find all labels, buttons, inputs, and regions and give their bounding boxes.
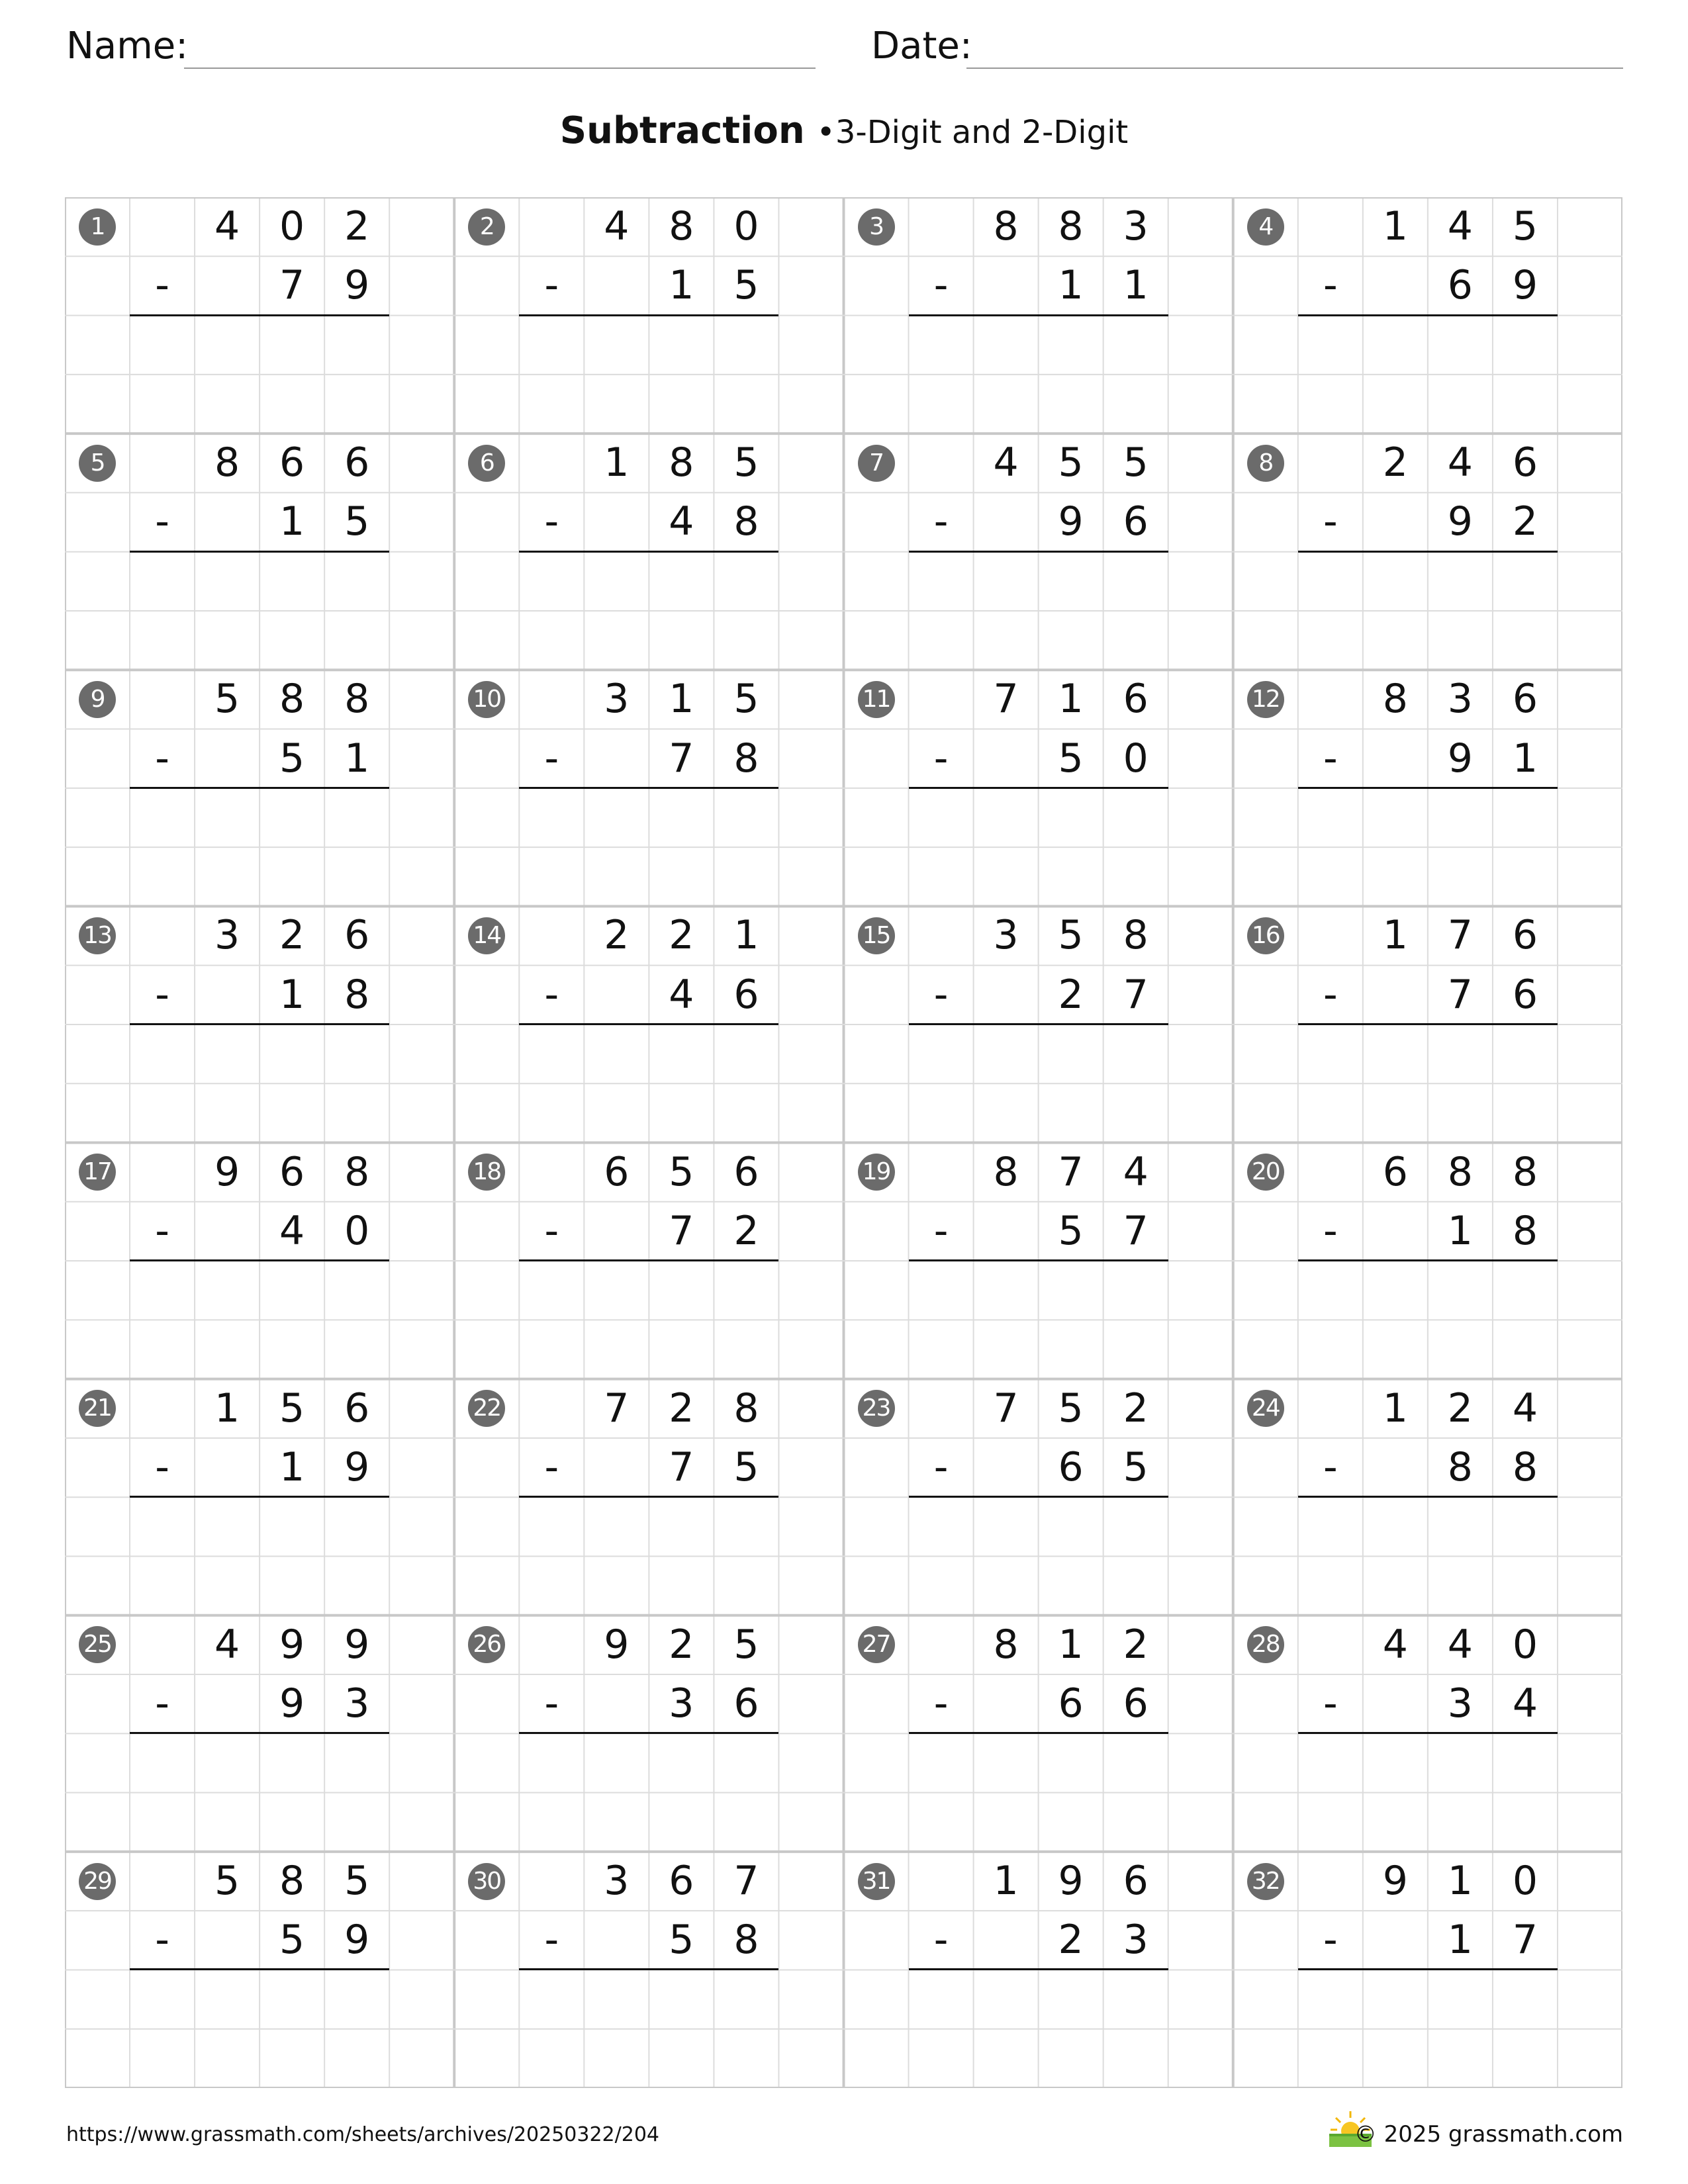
minuend-digit: 1 bbox=[1447, 1857, 1473, 1904]
problem-number-badge: 31 bbox=[858, 1863, 895, 1900]
problem-number-badge: 4 bbox=[1247, 208, 1284, 246]
answer-area[interactable] bbox=[519, 1970, 778, 2028]
subtrahend-digit: 7 bbox=[1123, 1207, 1149, 1254]
subtrahend-digit: 1 bbox=[1058, 262, 1084, 309]
problem-number-badge: 28 bbox=[1247, 1626, 1284, 1663]
minuend-digit: 0 bbox=[279, 203, 305, 250]
minus-sign: - bbox=[155, 735, 169, 782]
minuend-digit: 6 bbox=[344, 1385, 370, 1432]
minuend-digit: 4 bbox=[1447, 439, 1473, 486]
answer-area[interactable] bbox=[130, 1733, 389, 1792]
minuend-digit: 4 bbox=[214, 1621, 240, 1668]
subtrahend-digit: 6 bbox=[733, 971, 759, 1018]
minuend-digit: 9 bbox=[344, 1621, 370, 1668]
minus-sign: - bbox=[544, 971, 559, 1018]
subtrahend-digit: 9 bbox=[1447, 498, 1473, 545]
minuend-digit: 3 bbox=[604, 1857, 630, 1904]
minuend-digit: 7 bbox=[993, 1385, 1019, 1432]
answer-area[interactable] bbox=[519, 552, 778, 611]
answer-area[interactable] bbox=[1298, 1261, 1558, 1320]
answer-area[interactable] bbox=[519, 316, 778, 375]
problem bbox=[454, 906, 844, 1142]
problem-number-badge: 5 bbox=[79, 445, 116, 482]
minuend-digit: 8 bbox=[279, 676, 305, 723]
minuend-digit: 9 bbox=[1058, 1857, 1084, 1904]
subtrahend-digit: 2 bbox=[733, 1207, 759, 1254]
subtrahend-digit: 7 bbox=[669, 1443, 694, 1490]
problem-number-badge: 23 bbox=[858, 1390, 895, 1427]
minuend-digit: 5 bbox=[214, 1857, 240, 1904]
subtrahend-digit: 8 bbox=[733, 498, 759, 545]
minus-sign: - bbox=[1323, 262, 1338, 309]
problem bbox=[1233, 433, 1623, 670]
problem-number-badge: 29 bbox=[79, 1863, 116, 1900]
worksheet-title bbox=[0, 105, 1688, 159]
minuend-digit: 6 bbox=[1512, 912, 1538, 959]
title-subtitle: 3-Digit and 2-Digit bbox=[835, 114, 1129, 151]
problem-number-badge: 14 bbox=[468, 917, 505, 954]
minuend-digit: 7 bbox=[993, 676, 1019, 723]
subtrahend-digit: 5 bbox=[344, 498, 370, 545]
minuend-digit: 1 bbox=[1382, 1385, 1408, 1432]
minuend-digit: 4 bbox=[1447, 1621, 1473, 1668]
minuend-digit: 2 bbox=[1382, 439, 1408, 486]
minuend-digit: 4 bbox=[1512, 1385, 1538, 1432]
minus-sign: - bbox=[1323, 1680, 1338, 1727]
minuend-digit: 6 bbox=[1512, 676, 1538, 723]
minuend-digit: 9 bbox=[604, 1621, 630, 1668]
subtrahend-digit: 7 bbox=[1447, 971, 1473, 1018]
problem bbox=[65, 1615, 455, 1852]
minuend-digit: 6 bbox=[1123, 676, 1149, 723]
minuend-digit: 4 bbox=[1382, 1621, 1408, 1668]
subtrahend-digit: 6 bbox=[1512, 971, 1538, 1018]
minuend-digit: 8 bbox=[1058, 203, 1084, 250]
subtrahend-digit: 1 bbox=[279, 1443, 305, 1490]
subtrahend-digit: 2 bbox=[1512, 498, 1538, 545]
subtrahend-digit: 9 bbox=[1512, 262, 1538, 309]
minuend-digit: 9 bbox=[1382, 1857, 1408, 1904]
name-label: Name: bbox=[66, 24, 189, 68]
minus-sign: - bbox=[544, 1917, 559, 1964]
minuend-digit: 3 bbox=[993, 912, 1019, 959]
minuend-digit: 2 bbox=[279, 912, 305, 959]
minuend-digit: 8 bbox=[214, 439, 240, 486]
problem-number-badge: 6 bbox=[468, 445, 505, 482]
subtrahend-digit: 9 bbox=[1058, 498, 1084, 545]
subtrahend-digit: 3 bbox=[669, 1680, 694, 1727]
minuend-digit: 8 bbox=[1123, 912, 1149, 959]
answer-area[interactable] bbox=[519, 1497, 778, 1556]
minus-sign: - bbox=[1323, 1917, 1338, 1964]
subtrahend-digit: 5 bbox=[1058, 1207, 1084, 1254]
minuend-digit: 2 bbox=[1447, 1385, 1473, 1432]
minuend-digit: 5 bbox=[733, 1621, 759, 1668]
subtrahend-digit: 1 bbox=[279, 971, 305, 1018]
minuend-digit: 6 bbox=[733, 1148, 759, 1195]
minuend-digit: 1 bbox=[993, 1857, 1019, 1904]
minuend-digit: 1 bbox=[1382, 203, 1408, 250]
minuend-digit: 8 bbox=[669, 439, 694, 486]
subtrahend-digit: 8 bbox=[733, 1917, 759, 1964]
answer-area[interactable] bbox=[519, 1733, 778, 1792]
subtrahend-digit: 9 bbox=[344, 1917, 370, 1964]
problem bbox=[1233, 1143, 1623, 1379]
subtrahend-digit: 4 bbox=[669, 971, 694, 1018]
subtrahend-digit: 8 bbox=[733, 735, 759, 782]
minus-sign: - bbox=[1323, 735, 1338, 782]
answer-area[interactable] bbox=[519, 788, 778, 847]
answer-area[interactable] bbox=[909, 1024, 1168, 1083]
minus-sign: - bbox=[155, 971, 169, 1018]
minuend-digit: 2 bbox=[1123, 1621, 1149, 1668]
minuend-digit: 9 bbox=[279, 1621, 305, 1668]
minuend-digit: 3 bbox=[1123, 203, 1149, 250]
minus-sign: - bbox=[155, 1207, 169, 1254]
subtrahend-digit: 1 bbox=[669, 262, 694, 309]
minus-sign: - bbox=[933, 1207, 949, 1254]
minuend-digit: 1 bbox=[669, 676, 694, 723]
answer-area[interactable] bbox=[909, 552, 1168, 611]
minuend-digit: 3 bbox=[1447, 676, 1473, 723]
subtrahend-digit: 1 bbox=[1123, 262, 1149, 309]
problem bbox=[454, 1615, 844, 1852]
minuend-digit: 8 bbox=[993, 1621, 1019, 1668]
problem-number-badge: 13 bbox=[79, 917, 116, 954]
answer-area[interactable] bbox=[130, 1261, 389, 1320]
subtrahend-digit: 8 bbox=[1447, 1443, 1473, 1490]
minuend-digit: 6 bbox=[279, 1148, 305, 1195]
minuend-digit: 5 bbox=[1058, 439, 1084, 486]
minuend-digit: 4 bbox=[993, 439, 1019, 486]
answer-area[interactable] bbox=[130, 788, 389, 847]
problem-grid bbox=[65, 197, 1622, 2088]
minus-sign: - bbox=[155, 1680, 169, 1727]
answer-area[interactable] bbox=[130, 316, 389, 375]
answer-area[interactable] bbox=[130, 1970, 389, 2028]
minus-sign: - bbox=[544, 1207, 559, 1254]
problem-number-badge: 12 bbox=[1247, 681, 1284, 718]
minuend-digit: 1 bbox=[1058, 676, 1084, 723]
subtrahend-digit: 7 bbox=[1512, 1917, 1538, 1964]
problem bbox=[65, 906, 455, 1142]
subtrahend-digit: 6 bbox=[1447, 262, 1473, 309]
subtrahend-digit: 5 bbox=[279, 1917, 305, 1964]
subtrahend-digit: 9 bbox=[1447, 735, 1473, 782]
minuend-digit: 8 bbox=[344, 676, 370, 723]
subtrahend-digit: 7 bbox=[1123, 971, 1149, 1018]
minuend-digit: 8 bbox=[993, 1148, 1019, 1195]
subtrahend-digit: 1 bbox=[1447, 1917, 1473, 1964]
problem bbox=[1233, 1852, 1623, 2088]
date-label: Date: bbox=[871, 24, 972, 68]
subtrahend-digit: 4 bbox=[669, 498, 694, 545]
minuend-digit: 6 bbox=[279, 439, 305, 486]
subtrahend-digit: 9 bbox=[279, 1680, 305, 1727]
minuend-digit: 6 bbox=[344, 439, 370, 486]
subtrahend-digit: 3 bbox=[344, 1680, 370, 1727]
minus-sign: - bbox=[933, 1443, 949, 1490]
answer-area[interactable] bbox=[909, 1970, 1168, 2028]
problem bbox=[844, 433, 1234, 670]
footer-copyright: © 2025 grassmath.com bbox=[1354, 2121, 1623, 2148]
subtrahend-digit: 4 bbox=[279, 1207, 305, 1254]
title-main: Subtraction bbox=[559, 109, 805, 152]
subtrahend-digit: 8 bbox=[344, 971, 370, 1018]
subtrahend-digit: 6 bbox=[1058, 1443, 1084, 1490]
answer-area[interactable] bbox=[909, 316, 1168, 375]
minuend-digit: 8 bbox=[344, 1148, 370, 1195]
problem-number-badge: 9 bbox=[79, 681, 116, 718]
problem-number-badge: 19 bbox=[858, 1154, 895, 1191]
problem bbox=[65, 197, 455, 433]
minuend-digit: 1 bbox=[1382, 912, 1408, 959]
subtrahend-digit: 2 bbox=[1058, 1917, 1084, 1964]
subtrahend-digit: 2 bbox=[1058, 971, 1084, 1018]
problem bbox=[454, 670, 844, 906]
answer-area[interactable] bbox=[519, 1024, 778, 1083]
minuend-digit: 5 bbox=[733, 439, 759, 486]
minuend-digit: 8 bbox=[1447, 1148, 1473, 1195]
minuend-digit: 5 bbox=[733, 676, 759, 723]
minus-sign: - bbox=[933, 262, 949, 309]
subtrahend-digit: 8 bbox=[1512, 1207, 1538, 1254]
subtrahend-digit: 1 bbox=[1512, 735, 1538, 782]
problem-number-badge: 10 bbox=[468, 681, 505, 718]
title-bullet: • bbox=[816, 114, 835, 151]
problem bbox=[454, 197, 844, 433]
minus-sign: - bbox=[155, 498, 169, 545]
minus-sign: - bbox=[933, 498, 949, 545]
problem bbox=[1233, 197, 1623, 433]
minuend-digit: 2 bbox=[669, 1385, 694, 1432]
minuend-digit: 1 bbox=[1058, 1621, 1084, 1668]
problem-number-badge: 17 bbox=[79, 1154, 116, 1191]
problem-number-badge: 1 bbox=[79, 208, 116, 246]
problem-number-badge: 22 bbox=[468, 1390, 505, 1427]
minuend-digit: 8 bbox=[669, 203, 694, 250]
subtrahend-digit: 1 bbox=[279, 498, 305, 545]
minuend-digit: 5 bbox=[279, 1385, 305, 1432]
minuend-digit: 7 bbox=[1058, 1148, 1084, 1195]
answer-area[interactable] bbox=[1298, 1970, 1558, 2028]
subtrahend-digit: 6 bbox=[1123, 1680, 1149, 1727]
minuend-digit: 6 bbox=[604, 1148, 630, 1195]
subtrahend-digit: 1 bbox=[344, 735, 370, 782]
minuend-digit: 5 bbox=[1058, 1385, 1084, 1432]
problem-number-badge: 15 bbox=[858, 917, 895, 954]
problem-number-badge: 20 bbox=[1247, 1154, 1284, 1191]
problem-number-badge: 26 bbox=[468, 1626, 505, 1663]
subtrahend-digit: 6 bbox=[1123, 498, 1149, 545]
answer-area[interactable] bbox=[909, 1497, 1168, 1556]
problem bbox=[65, 1852, 455, 2088]
problem bbox=[844, 906, 1234, 1142]
minuend-digit: 5 bbox=[344, 1857, 370, 1904]
minus-sign: - bbox=[544, 735, 559, 782]
answer-area[interactable] bbox=[1298, 552, 1558, 611]
minuend-digit: 5 bbox=[1123, 439, 1149, 486]
problem bbox=[844, 1143, 1234, 1379]
minuend-digit: 8 bbox=[733, 1385, 759, 1432]
subtrahend-digit: 7 bbox=[669, 735, 694, 782]
answer-area[interactable] bbox=[1298, 788, 1558, 847]
minuend-digit: 2 bbox=[604, 912, 630, 959]
answer-area[interactable] bbox=[130, 1024, 389, 1083]
subtrahend-digit: 8 bbox=[1512, 1443, 1538, 1490]
minuend-digit: 8 bbox=[279, 1857, 305, 1904]
minuend-digit: 6 bbox=[1512, 439, 1538, 486]
minuend-digit: 1 bbox=[604, 439, 630, 486]
minus-sign: - bbox=[155, 1443, 169, 1490]
minus-sign: - bbox=[933, 1917, 949, 1964]
problem bbox=[1233, 670, 1623, 906]
minuend-digit: 6 bbox=[1382, 1148, 1408, 1195]
subtrahend-digit: 5 bbox=[1058, 735, 1084, 782]
problem bbox=[454, 1379, 844, 1615]
subtrahend-digit: 9 bbox=[344, 262, 370, 309]
minus-sign: - bbox=[1323, 971, 1338, 1018]
problem bbox=[844, 670, 1234, 906]
minus-sign: - bbox=[544, 498, 559, 545]
footer-url[interactable]: https://www.grassmath.com/sheets/archives/20250322/204 bbox=[66, 2123, 660, 2146]
problem-number-badge: 8 bbox=[1247, 445, 1284, 482]
minus-sign: - bbox=[933, 971, 949, 1018]
minuend-digit: 9 bbox=[214, 1148, 240, 1195]
answer-area[interactable] bbox=[909, 788, 1168, 847]
minuend-digit: 6 bbox=[1123, 1857, 1149, 1904]
minuend-digit: 5 bbox=[669, 1148, 694, 1195]
problem-number-badge: 7 bbox=[858, 445, 895, 482]
answer-area[interactable] bbox=[1298, 1733, 1558, 1792]
minuend-digit: 8 bbox=[1512, 1148, 1538, 1195]
answer-area[interactable] bbox=[130, 552, 389, 611]
subtrahend-digit: 6 bbox=[733, 1680, 759, 1727]
minus-sign: - bbox=[155, 1917, 169, 1964]
problem-number-badge: 16 bbox=[1247, 917, 1284, 954]
minus-sign: - bbox=[544, 262, 559, 309]
answer-area[interactable] bbox=[909, 1261, 1168, 1320]
answer-area[interactable] bbox=[1298, 1024, 1558, 1083]
answer-area[interactable] bbox=[909, 1733, 1168, 1792]
problem-number-badge: 18 bbox=[468, 1154, 505, 1191]
problem-number-badge: 25 bbox=[79, 1626, 116, 1663]
minuend-digit: 4 bbox=[214, 203, 240, 250]
subtrahend-digit: 3 bbox=[1447, 1680, 1473, 1727]
problem bbox=[1233, 1615, 1623, 1852]
subtrahend-digit: 5 bbox=[279, 735, 305, 782]
subtrahend-digit: 1 bbox=[1447, 1207, 1473, 1254]
problem-number-badge: 30 bbox=[468, 1863, 505, 1900]
minuend-digit: 4 bbox=[604, 203, 630, 250]
date-line[interactable] bbox=[966, 68, 1623, 69]
minuend-digit: 5 bbox=[1058, 912, 1084, 959]
problem-number-badge: 21 bbox=[79, 1390, 116, 1427]
minuend-digit: 0 bbox=[1512, 1621, 1538, 1668]
subtrahend-digit: 5 bbox=[1123, 1443, 1149, 1490]
problem bbox=[844, 1852, 1234, 2088]
subtrahend-digit: 7 bbox=[669, 1207, 694, 1254]
subtrahend-digit: 6 bbox=[1058, 1680, 1084, 1727]
minus-sign: - bbox=[1323, 1207, 1338, 1254]
minuend-digit: 1 bbox=[733, 912, 759, 959]
subtrahend-digit: 7 bbox=[279, 262, 305, 309]
minuend-digit: 2 bbox=[669, 1621, 694, 1668]
minuend-digit: 4 bbox=[1123, 1148, 1149, 1195]
minuend-digit: 0 bbox=[1512, 1857, 1538, 1904]
answer-area[interactable] bbox=[519, 1261, 778, 1320]
problem-number-badge: 32 bbox=[1247, 1863, 1284, 1900]
minuend-digit: 7 bbox=[1447, 912, 1473, 959]
minus-sign: - bbox=[544, 1443, 559, 1490]
subtrahend-digit: 0 bbox=[1123, 735, 1149, 782]
minuend-digit: 3 bbox=[214, 912, 240, 959]
problem bbox=[454, 1852, 844, 2088]
minus-sign: - bbox=[155, 262, 169, 309]
problem bbox=[1233, 906, 1623, 1142]
minuend-digit: 8 bbox=[1382, 676, 1408, 723]
minuend-digit: 7 bbox=[733, 1857, 759, 1904]
problem bbox=[844, 1615, 1234, 1852]
problem bbox=[844, 1379, 1234, 1615]
minus-sign: - bbox=[544, 1680, 559, 1727]
minuend-digit: 2 bbox=[1123, 1385, 1149, 1432]
problem bbox=[65, 433, 455, 670]
subtrahend-digit: 5 bbox=[733, 1443, 759, 1490]
minuend-digit: 5 bbox=[214, 676, 240, 723]
problem bbox=[1233, 1379, 1623, 1615]
problem-number-badge: 3 bbox=[858, 208, 895, 246]
problem bbox=[454, 433, 844, 670]
answer-area[interactable] bbox=[130, 1497, 389, 1556]
problem bbox=[454, 1143, 844, 1379]
minuend-digit: 5 bbox=[1512, 203, 1538, 250]
minuend-digit: 2 bbox=[344, 203, 370, 250]
problem-number-badge: 11 bbox=[858, 681, 895, 718]
minuend-digit: 4 bbox=[1447, 203, 1473, 250]
problem bbox=[65, 1379, 455, 1615]
minuend-digit: 0 bbox=[733, 203, 759, 250]
answer-area[interactable] bbox=[1298, 1497, 1558, 1556]
minuend-digit: 1 bbox=[214, 1385, 240, 1432]
minuend-digit: 6 bbox=[669, 1857, 694, 1904]
problem-number-badge: 2 bbox=[468, 208, 505, 246]
subtrahend-digit: 3 bbox=[1123, 1917, 1149, 1964]
minuend-digit: 8 bbox=[993, 203, 1019, 250]
minuend-digit: 6 bbox=[344, 912, 370, 959]
subtrahend-digit: 0 bbox=[344, 1207, 370, 1254]
name-line[interactable] bbox=[184, 68, 816, 69]
minus-sign: - bbox=[1323, 498, 1338, 545]
problem-number-badge: 24 bbox=[1247, 1390, 1284, 1427]
problem bbox=[65, 1143, 455, 1379]
minuend-digit: 3 bbox=[604, 676, 630, 723]
subtrahend-digit: 4 bbox=[1512, 1680, 1538, 1727]
subtrahend-digit: 5 bbox=[669, 1917, 694, 1964]
minus-sign: - bbox=[933, 1680, 949, 1727]
minuend-digit: 7 bbox=[604, 1385, 630, 1432]
minus-sign: - bbox=[933, 735, 949, 782]
problem-number-badge: 27 bbox=[858, 1626, 895, 1663]
minus-sign: - bbox=[1323, 1443, 1338, 1490]
minuend-digit: 2 bbox=[669, 912, 694, 959]
answer-area[interactable] bbox=[1298, 316, 1558, 375]
problem bbox=[844, 197, 1234, 433]
problem bbox=[65, 670, 455, 906]
subtrahend-digit: 9 bbox=[344, 1443, 370, 1490]
subtrahend-digit: 5 bbox=[733, 262, 759, 309]
